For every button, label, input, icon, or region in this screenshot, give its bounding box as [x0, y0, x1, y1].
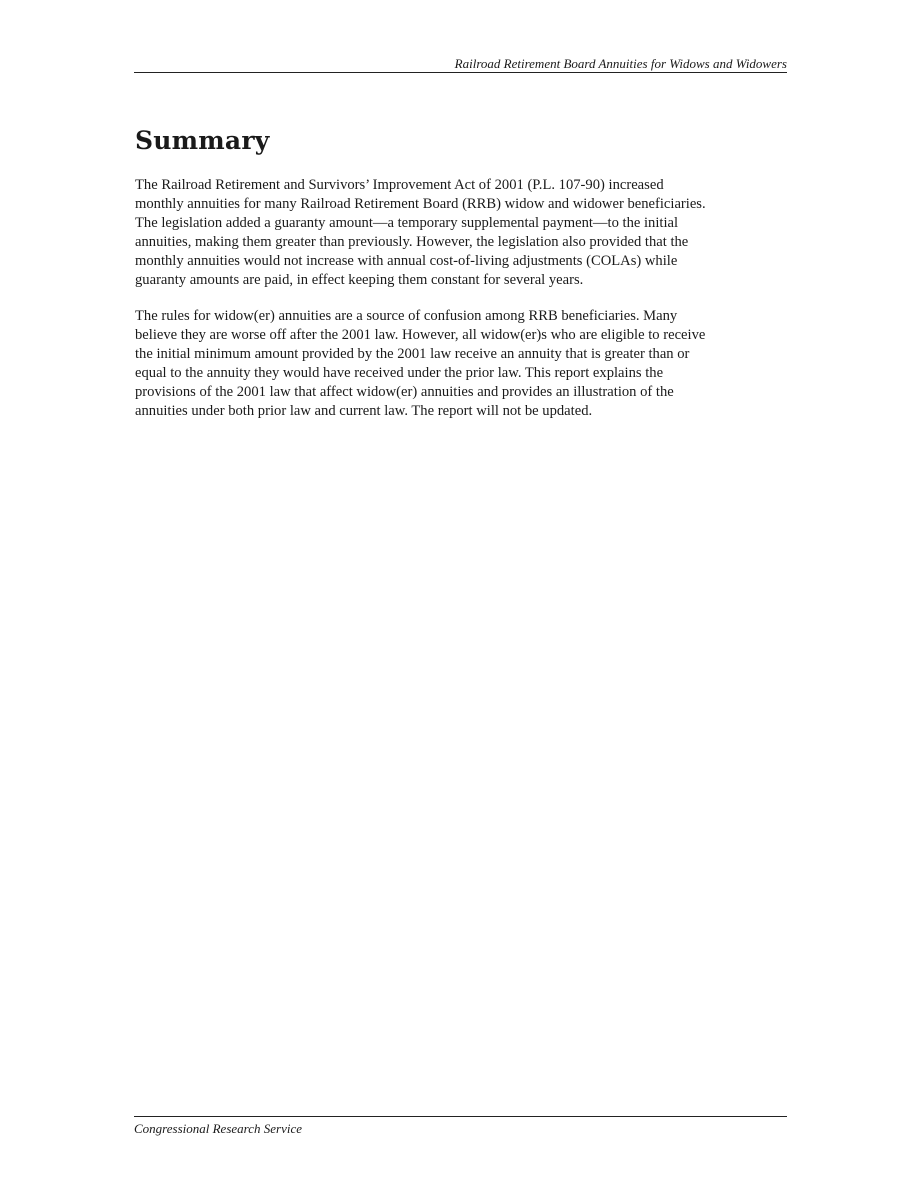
summary-paragraph-2 — [135, 307, 795, 420]
paragraph-1-line-6: guaranty amounts are paid, in effect keeping them constant for several years. — [135, 271, 584, 288]
paragraph-2-line-4: equal to the annuity they would have received under the prior law. This report explains the — [135, 365, 664, 382]
paragraph-2-line-6: annuities under both prior law and current law. The report will not be updated. — [135, 402, 593, 419]
paragraph-1-line-5: monthly annuities would not increase with annual cost-of-living adjustments (COLAs) while — [135, 252, 678, 269]
summary-paragraph-1 — [135, 176, 795, 289]
summary-heading: Summary — [135, 126, 270, 155]
paragraph-2-line-2: believe they are worse off after the 2001 law. However, all widow(er)s who are eligible to receive — [135, 327, 706, 344]
running-header-title: Railroad Retirement Board Annuities for Widows and Widowers — [454, 56, 787, 71]
paragraph-1-line-2: monthly annuities for many Railroad Retirement Board (RRB) widow and widower beneficiaries. — [135, 195, 706, 212]
paragraph-2-line-1: The rules for widow(er) annuities are a source of confusion among RRB beneficiaries. Many — [135, 308, 678, 325]
running-footer — [134, 1116, 787, 1137]
paragraph-2-line-5: provisions of the 2001 law that affect widow(er) annuities and provides an illustration of the — [135, 384, 674, 401]
paragraph-1-line-4: annuities, making them greater than previously. However, the legislation also provided that the — [135, 233, 689, 250]
paragraph-2-line-3: the initial minimum amount provided by the 2001 law receive an annuity that is greater than or — [135, 346, 690, 363]
paragraph-1-line-1: The Railroad Retirement and Survivors’ Improvement Act of 2001 (P.L. 107-90) increased — [135, 177, 664, 193]
summary-body — [135, 176, 795, 439]
paragraph-1-line-3: The legislation added a guaranty amount—a temporary supplemental payment—to the initial — [135, 214, 679, 231]
running-header — [134, 55, 787, 73]
footer-publisher: Congressional Research Service — [134, 1121, 302, 1136]
